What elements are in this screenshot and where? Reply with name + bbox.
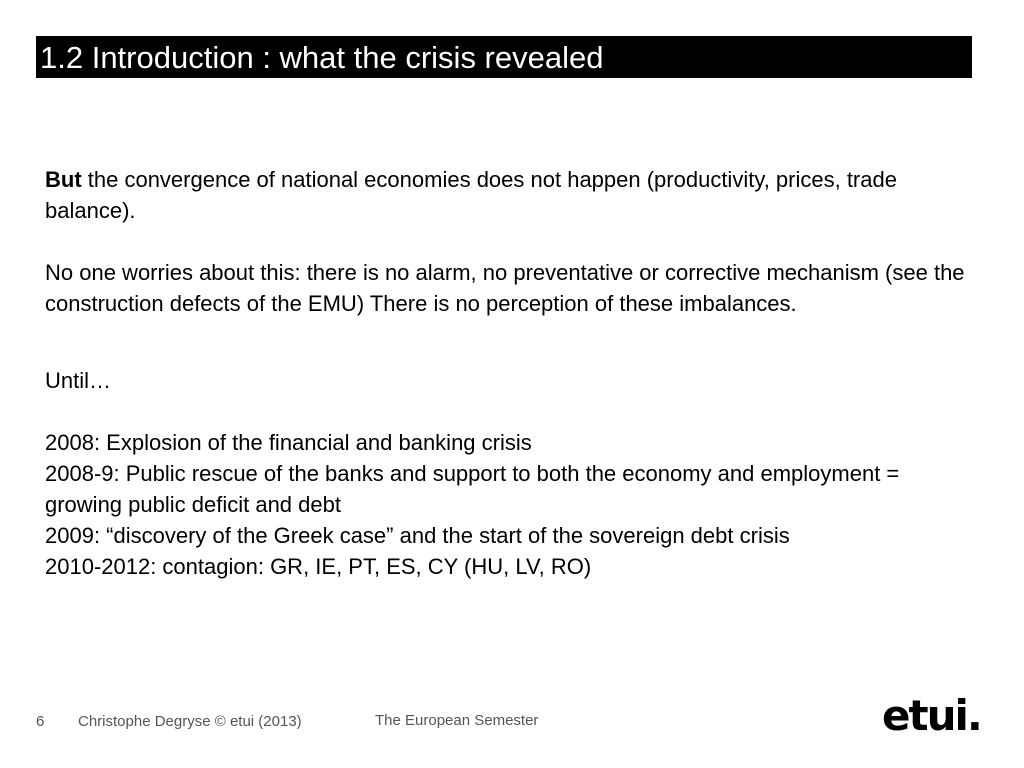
timeline-item-2008-9: 2008-9: Public rescue of the banks and support to both the economy and employment = growing public deficit and debt xyxy=(45,461,900,517)
timeline-item-2008: 2008: Explosion of the financial and banking crisis xyxy=(45,430,532,455)
etui-logo-graphic xyxy=(880,692,992,736)
etui-logo-text: etui. xyxy=(882,692,981,736)
slide-title: 1.2 Introduction : what the crisis revealed xyxy=(40,40,604,75)
title-bar xyxy=(36,36,972,78)
slide-body xyxy=(45,164,965,582)
paragraph-convergence-text: the convergence of national economies does not happen (productivity, prices, trade balance). xyxy=(45,167,897,223)
spacer xyxy=(45,319,965,365)
etui-logo xyxy=(880,692,992,736)
spacer xyxy=(45,396,965,427)
paragraph-until: Until… xyxy=(45,368,112,393)
timeline-item-2010-2012: 2010-2012: contagion: GR, IE, PT, ES, CY (HU, LV, RO) xyxy=(45,554,592,579)
page-number: 6 xyxy=(36,713,45,730)
paragraph-no-alarm: No one worries about this: there is no alarm, no preventative or corrective mechanism (see the construction defects of the EMU) There is no perception of these imbalances. xyxy=(45,260,965,316)
spacer xyxy=(45,226,965,257)
footer-presentation-title: The European Semester xyxy=(375,712,539,729)
timeline-item-2009: 2009: “discovery of the Greek case” and the start of the sovereign debt crisis xyxy=(45,523,790,548)
emphasis-but: But xyxy=(45,167,82,192)
footer-author: Christophe Degryse © etui (2013) xyxy=(78,713,302,730)
paragraph-convergence xyxy=(45,164,965,226)
